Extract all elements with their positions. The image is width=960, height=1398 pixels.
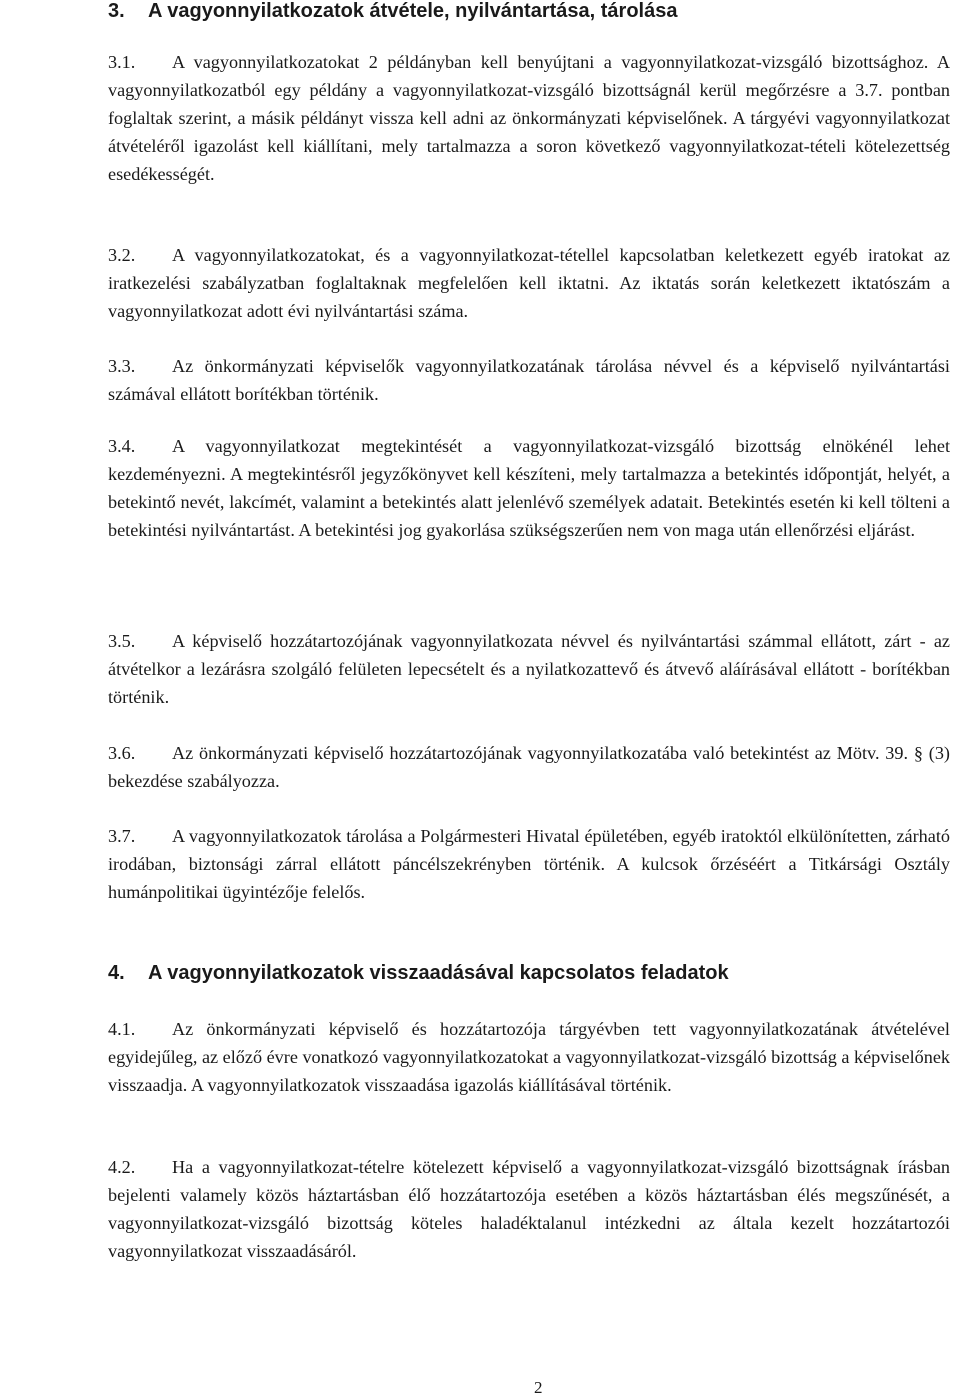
paragraph bbox=[108, 432, 950, 544]
paragraph-number: 3.4. bbox=[108, 436, 136, 456]
paragraph-text: A képviselő hozzátartozójának vagyonnyilatkozata névvel és nyilvántartási számmal ellátott, zárt - az átvételkor a lezárásra szolgáló felületen lepecsételt és a nyilatkozattevő és átvevő aláírásával ellátott - borítékban történik. bbox=[108, 631, 950, 707]
section-heading bbox=[108, 0, 677, 23]
paragraph-text: A vagyonnyilatkozat megtekintését a vagyonnyilatkozat-vizsgáló bizottság elnökénél lehet kezdeményezni. A megtekintésről jegyzőkönyvet kell készíteni, mely tartalmazza a betekintés időpontját, helyét, a betekintő nevét, lakcímét, valamint a betekintés alatt jelenlévő személyek adatait. Betekintés esetén ki kell tölteni a betekintési nyilvántartást. A betekintési jog gyakorlása szükségszerűen nem von maga után ellenőrzési eljárást. bbox=[108, 436, 950, 540]
paragraph-number: 3.3. bbox=[108, 356, 136, 376]
paragraph-number: 3.6. bbox=[108, 743, 136, 763]
paragraph-number: 3.7. bbox=[108, 826, 136, 846]
paragraph-text: Az önkormányzati képviselő és hozzátartozója tárgyévben tett vagyonnyilatkozatának átvételével egyidejűleg, az előző évre vonatkozó vagyonnyilatkozatokat a vagyonnyilatkozat-vizsgáló bizottság a képviselőnek visszaadja. A vagyonnyilatkozatok visszaadása igazolás kiállításával történik. bbox=[108, 1019, 950, 1095]
paragraph-text: A vagyonnyilatkozatokat, és a vagyonnyilatkozat-tétellel kapcsolatban keletkezett egyéb iratokat az iratkezelési szabályzatban foglaltaknak megfelelően kell iktatni. Az iktatás során keletkezett iktatószám a vagyonnyilatkozat adott évi nyilvántartási száma. bbox=[108, 245, 950, 321]
paragraph bbox=[108, 739, 950, 795]
paragraph-number: 4.2. bbox=[108, 1157, 136, 1177]
paragraph-text: Az önkormányzati képviselő hozzátartozójának vagyonnyilatkozatába való betekintést az Mötv. 39. § (3) bekezdése szabályozza. bbox=[108, 743, 950, 791]
section-number: 4. bbox=[108, 962, 125, 984]
section-heading bbox=[108, 962, 729, 985]
section-title: A vagyonnyilatkozatok visszaadásával kapcsolatos feladatok bbox=[148, 962, 729, 984]
paragraph bbox=[108, 1153, 950, 1265]
paragraph-text: A vagyonnyilatkozatokat 2 példányban kell benyújtani a vagyonnyilatkozat-vizsgáló bizottsághoz. A vagyonnyilatkozatból egy példány a vagyonnyilatkozat-vizsgáló bizottságnál kerül megőrzésre a 3.7. pontban foglaltak szerint, a másik példányt vissza kell adni az önkormányzati képviselőnek. A tárgyévi vagyonnyilatkozat átvételéről igazolást kell kiállítani, mely tartalmazza a soron következő vagyonnyilatkozat-tételi kötelezettség esedékességét. bbox=[108, 52, 950, 184]
section-number: 3. bbox=[108, 0, 125, 22]
paragraph-number: 3.2. bbox=[108, 245, 136, 265]
paragraph bbox=[108, 48, 950, 188]
paragraph-number: 4.1. bbox=[108, 1019, 136, 1039]
page-number: 2 bbox=[534, 1378, 543, 1397]
paragraph-text: Az önkormányzati képviselők vagyonnyilatkozatának tárolása névvel és a képviselő nyilvántartási számával ellátott borítékban történik. bbox=[108, 356, 950, 404]
paragraph-text: A vagyonnyilatkozatok tárolása a Polgármesteri Hivatal épületében, egyéb iratoktól elkülönítetten, zárható irodában, biztonsági zárral ellátott páncélszekrényben történik. A kulcsok őrzéséért a Titkársági Osztály humánpolitikai ügyintézője felelős. bbox=[108, 826, 950, 902]
paragraph bbox=[108, 1015, 950, 1099]
paragraph bbox=[108, 241, 950, 325]
paragraph-number: 3.1. bbox=[108, 52, 136, 72]
paragraph bbox=[108, 627, 950, 711]
paragraph bbox=[108, 822, 950, 906]
section-title: A vagyonnyilatkozatok átvétele, nyilvántartása, tárolása bbox=[148, 0, 678, 22]
paragraph-text: Ha a vagyonnyilatkozat-tételre kötelezett képviselő a vagyonnyilatkozat-vizsgáló bizottságnak írásban bejelenti valamely közös háztartásban élő hozzátartozója esetében a közös háztartásban élés megszűnését, a vagyonnyilatkozat-vizsgáló bizottság köteles haladéktalanul intézkedni az általa kezelt hozzátartozói vagyonnyilatkozat visszaadásáról. bbox=[108, 1157, 950, 1261]
paragraph bbox=[108, 352, 950, 408]
paragraph-number: 3.5. bbox=[108, 631, 136, 651]
